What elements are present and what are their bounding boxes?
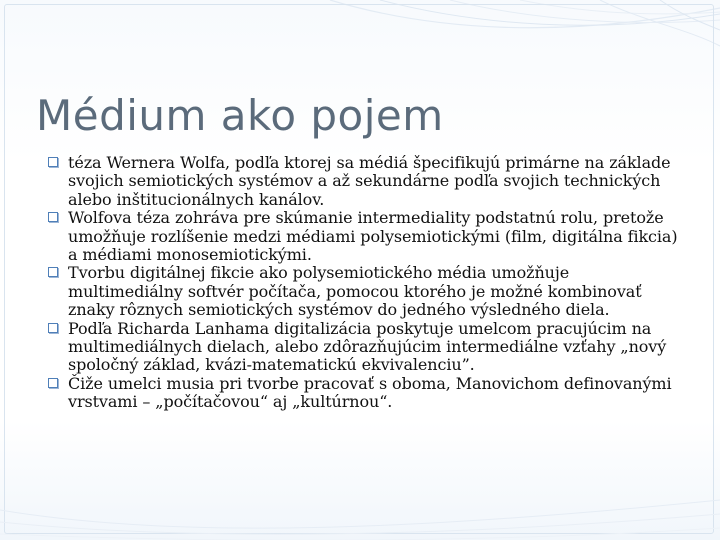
slide-title: Médium ako pojem: [36, 91, 444, 140]
square-bullet-icon: [48, 157, 58, 167]
list-item: [48, 209, 688, 264]
square-bullet-icon: [48, 323, 58, 333]
square-bullet-icon: [48, 378, 58, 388]
list-item-text: Wolfova téza zohráva pre skúmanie intermediality podstatnú rolu, pretože umožňuje rozlíšenie medzi médiami polysemiotickými (film, digitálna fikcia) a médiami monosemiotickými.: [68, 208, 678, 265]
square-bullet-icon: [48, 212, 58, 222]
bullet-list: [48, 154, 688, 412]
list-item-text: Podľa Richarda Lanhama digitalizácia poskytuje umelcom pracujúcim na multimediálnych dielach, alebo zdôrazňujúcim intermediálne vzťahy „nový spoločný základ, kvázi-matematickú ekvivalenciu”.: [68, 318, 667, 375]
list-item-text: Čiže umelci musia pri tvorbe pracovať s oboma, Manovichom definovanými vrstvami – „počítačovou“ aj „kultúrnou“.: [68, 373, 672, 412]
list-item: [48, 264, 688, 319]
square-bullet-icon: [48, 267, 58, 277]
list-item: [48, 320, 688, 375]
list-item-text: Tvorbu digitálnej fikcie ako polysemiotického média umožňuje multimediálny softvér počítača, pomocou ktorého je možné kombinovať znaky rôznych semiotických systémov do jedného výsledného diela.: [68, 263, 642, 320]
list-item-text: téza Wernera Wolfa, podľa ktorej sa médiá špecifikujú primárne na základe svojich semiotických systémov a až sekundárne podľa svojich technických alebo inštitucionálnych kanálov.: [68, 153, 671, 209]
decorative-waves-bottom: [0, 470, 720, 540]
list-item: [48, 375, 688, 412]
list-item: [48, 154, 688, 209]
